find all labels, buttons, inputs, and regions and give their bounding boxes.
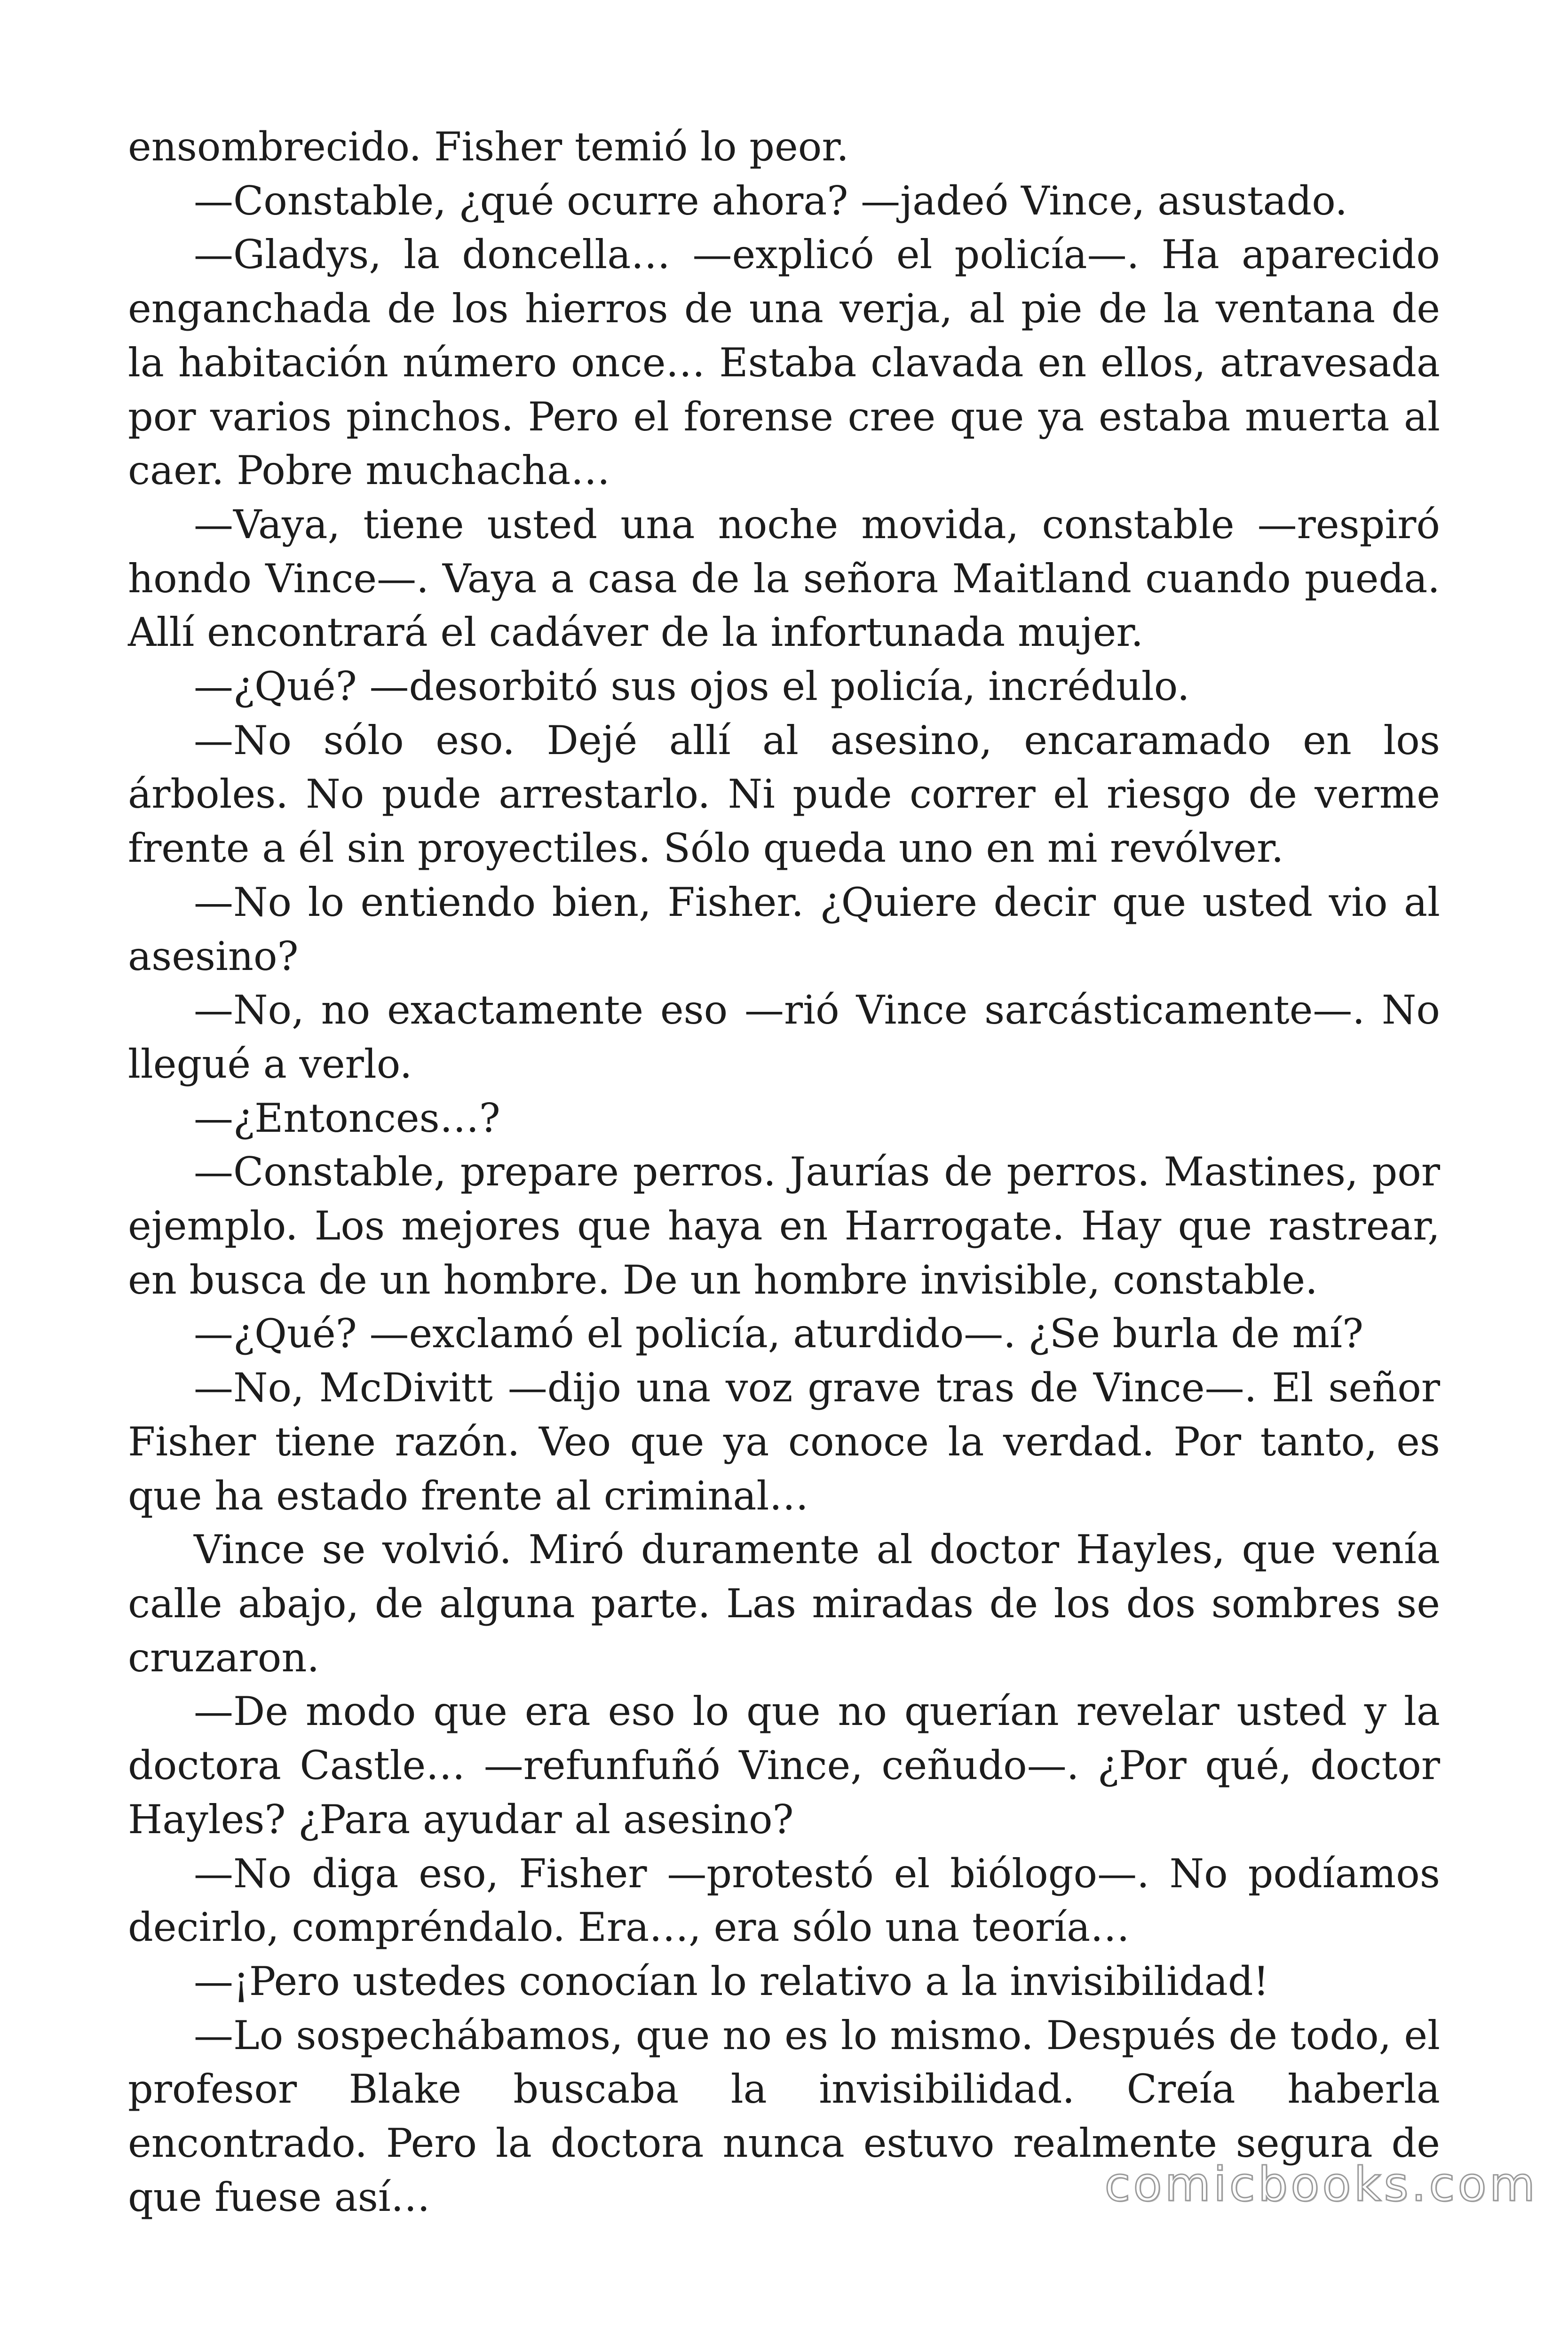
watermark: comicbooks.com — [1104, 2157, 1538, 2212]
paragraph: —No sólo eso. Dejé allí al asesino, encaramado en los árboles. No pude arrestarlo. Ni pude correr el riesgo de verme frente a él sin proyectiles. Sólo queda uno en mi revólver. — [128, 717, 1440, 872]
paragraph: —No lo entiendo bien, Fisher. ¿Quiere decir que usted vio al asesino? — [128, 879, 1440, 979]
paragraph: —Constable, prepare perros. Jaurías de perros. Mastines, por ejemplo. Los mejores que haya en Harrogate. Hay que rastrear, en busca de un hombre. De un hombre invisible, constable. — [128, 1149, 1440, 1303]
paragraph: —No diga eso, Fisher —protestó el biólogo—. No podíamos decirlo, compréndalo. Era…, era sólo una teoría… — [128, 1850, 1440, 1951]
paragraph: Vince se volvió. Miró duramente al doctor Hayles, que venía calle abajo, de alguna parte. Las miradas de los dos sombres se cruzaron. — [128, 1526, 1440, 1681]
paragraph: ensombrecido. Fisher temió lo peor. — [128, 124, 849, 170]
paragraph: —Lo sospechábamos, que no es lo mismo. Después de todo, el profesor Blake buscaba la invisibilidad. Creía haberla encontrado. Pero la doctora nunca estuvo realmente segura de que fuese así… — [128, 2012, 1440, 2220]
paragraph: —Constable, ¿qué ocurre ahora? —jadeó Vince, asustado. — [194, 177, 1348, 224]
paragraph: —¿Entonces…? — [194, 1095, 500, 1141]
paragraph: —Gladys, la doncella… —explicó el policía—. Ha aparecido enganchada de los hierros de una verja, al pie de la ventana de la habitación número once… Estaba clavada en ellos, atravesada por varios pinchos. Pero el forense cree que ya estaba muerta al caer. Pobre muchacha… — [128, 231, 1440, 494]
paragraph: —¿Qué? —desorbitó sus ojos el policía, incrédulo. — [194, 663, 1190, 710]
paragraph: —No, no exactamente eso —rió Vince sarcásticamente—. No llegué a verlo. — [128, 987, 1440, 1087]
body-text — [128, 120, 1440, 2224]
paragraph: —Vaya, tiene usted una noche movida, constable —respiró hondo Vince—. Vaya a casa de la señora Maitland cuando pueda. Allí encontrará el cadáver de la infortunada mujer. — [128, 501, 1440, 656]
paragraph: —¡Pero ustedes conocían lo relativo a la invisibilidad! — [194, 1958, 1269, 2004]
paragraph: —De modo que era eso lo que no querían revelar usted y la doctora Castle… —refunfuñó Vince, ceñudo—. ¿Por qué, doctor Hayles? ¿Para ayudar al asesino? — [128, 1688, 1440, 1843]
paragraph: —¿Qué? —exclamó el policía, aturdido—. ¿Se burla de mí? — [194, 1311, 1364, 1357]
paragraph: —No, McDivitt —dijo una voz grave tras de Vince—. El señor Fisher tiene razón. Veo que ya conoce la verdad. Por tanto, es que ha estado frente al criminal… — [128, 1365, 1440, 1519]
